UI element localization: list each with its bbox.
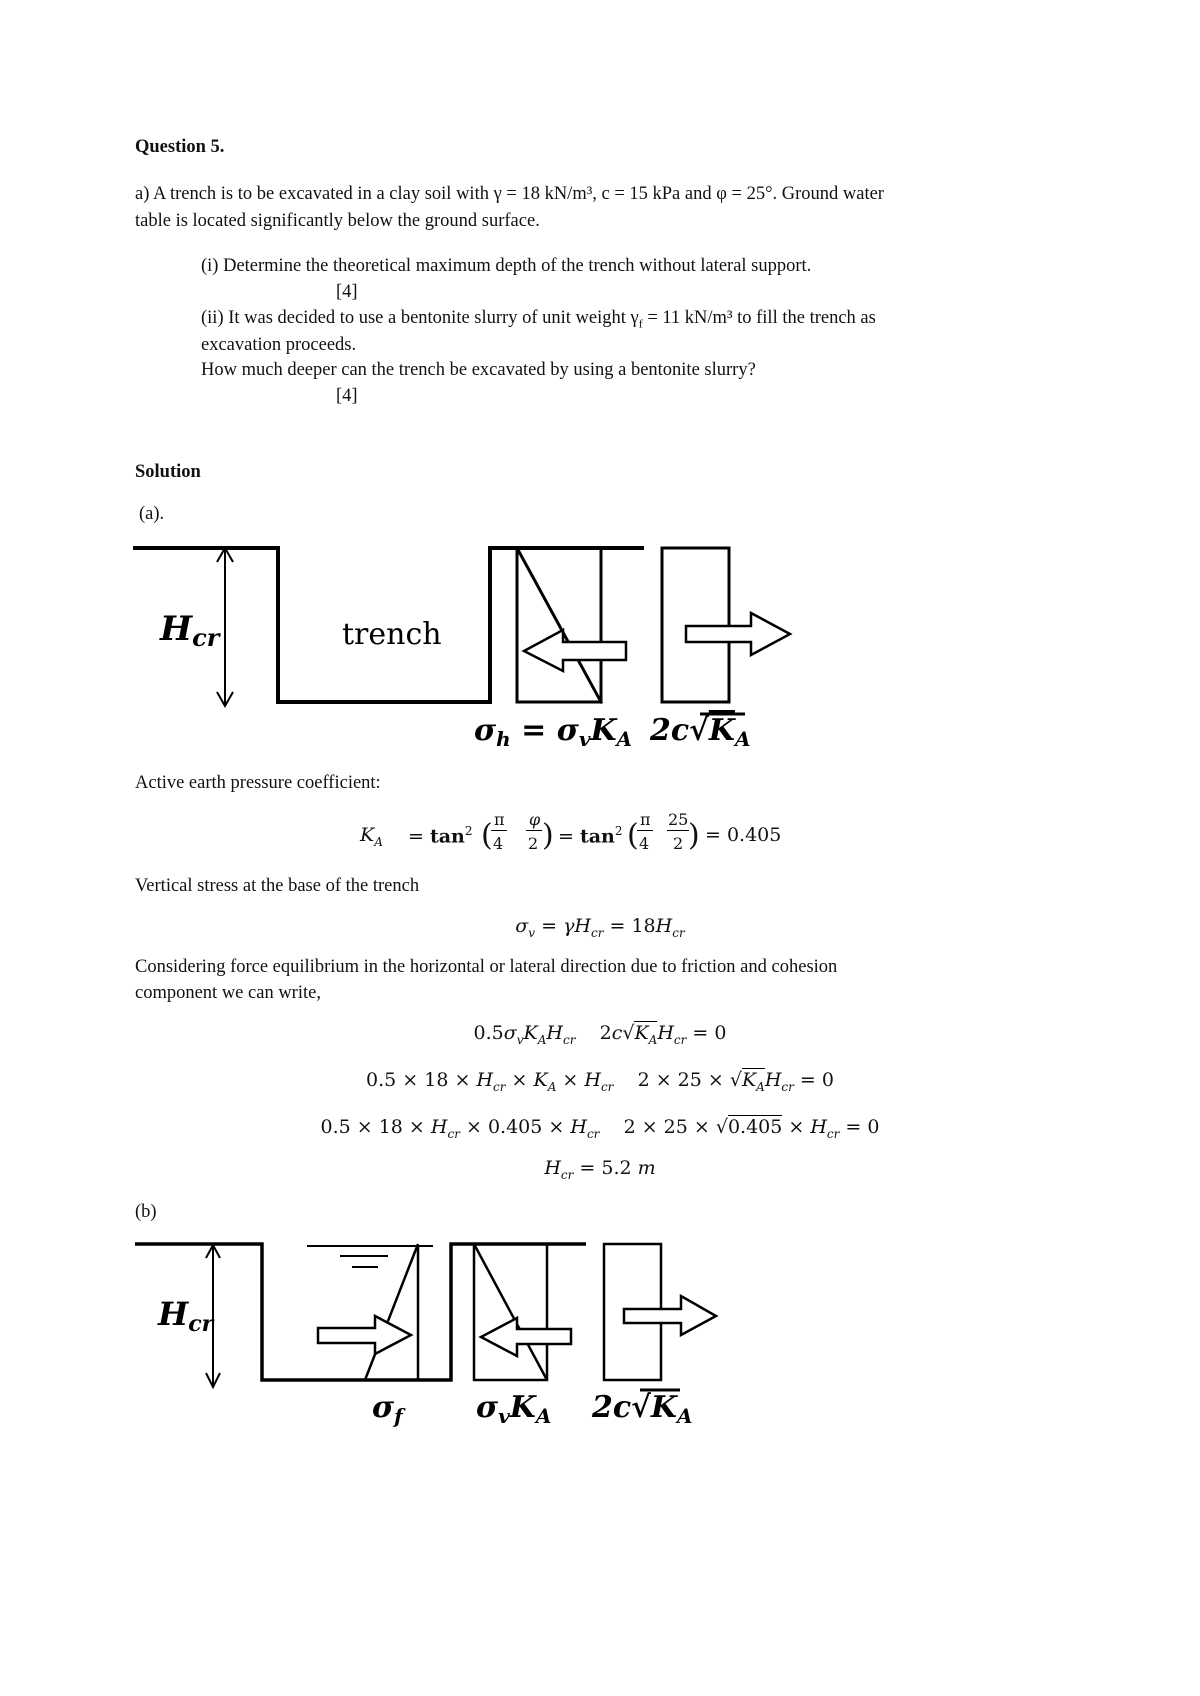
cohesion-label-a: $2c√K_A$ [650, 713, 751, 751]
item-ii-line-2: excavation proceeds. [201, 335, 357, 355]
part-a-line-1: a) A trench is to be excavated in a clay soil with γ = 18 kN/m³, c = 15 kPa and φ = 25°. Ground water [135, 184, 884, 204]
equilibrium-label-2: component we can write, [135, 983, 321, 1003]
cohesion-label-b: $2c√K_A$ [592, 1390, 693, 1428]
active-pressure-arrow-b [481, 1318, 571, 1356]
ka-label: Active earth pressure coefficient: [135, 773, 381, 793]
slurry-pressure-line [365, 1244, 418, 1380]
equation-4: $H_{cr} = 5.2$ m [544, 1157, 656, 1182]
part-a-line-2: table is located significantly below the ground surface. [135, 211, 540, 231]
part-a-label: (a). [139, 504, 165, 524]
item-ii-line-1: (ii) It was decided to use a bentonite slurry of unit weight $\gamma_f = 11$ kN/m³ to fill the trench as [201, 308, 876, 331]
pressure-triangle-line [517, 548, 601, 702]
hcr-dimension-arrow [217, 548, 233, 706]
equation-1: $0.5\sigma_vK_AH_{cr}$ $2c√K_AH_{cr} = 0$ [473, 1022, 727, 1047]
hcr-label-b: Hcr [158, 1295, 214, 1337]
solution-heading: Solution [135, 462, 201, 482]
trench-label: trench [342, 617, 442, 652]
equation-2: $0.5 \times 18 \times H_{cr} \times K_A \times H_{cr}$ $2 \times 25 \times √K_AH_{cr} = 0$ [366, 1069, 834, 1094]
figure-a [0, 530, 1200, 760]
slurry-pressure-arrow [318, 1316, 411, 1354]
cohesion-arrow [686, 613, 790, 655]
sv-equation: $\sigma_v = \gamma H_{cr} = 18H_{cr}$ [515, 915, 685, 940]
sigma-h-label: $\sigma_h = \sigma_vK_A$ [474, 713, 633, 751]
active-pressure-arrow [524, 630, 626, 671]
item-i-marks: [4] [336, 282, 358, 302]
equation-3: $0.5 \times 18 \times H_{cr} \times 0.405 \times H_{cr}$ $2 \times 25 \times √0.405 \times H_{cr} = 0$ [320, 1116, 880, 1141]
hcr-label: Hcr [160, 609, 220, 652]
cohesion-arrow-b [624, 1296, 716, 1335]
item-ii-line-3: How much deeper can the trench be excavated by using a bentonite slurry? [201, 360, 756, 380]
equilibrium-label-1: Considering force equilibrium in the horizontal or lateral direction due to friction and cohesion [135, 957, 838, 977]
item-i-text: (i) Determine the theoretical maximum depth of the trench without lateral support. [201, 256, 812, 276]
part-b-label: (b) [135, 1202, 157, 1222]
sigma-f-label: $\sigma_f$ [372, 1390, 403, 1428]
item-ii-marks: [4] [336, 386, 358, 406]
sv-label: Vertical stress at the base of the trench [135, 876, 420, 896]
question-heading: Question 5. [135, 137, 225, 157]
sigma-v-ka-label: $\sigma_vK_A$ [476, 1390, 552, 1428]
figure-b [0, 1230, 1200, 1440]
